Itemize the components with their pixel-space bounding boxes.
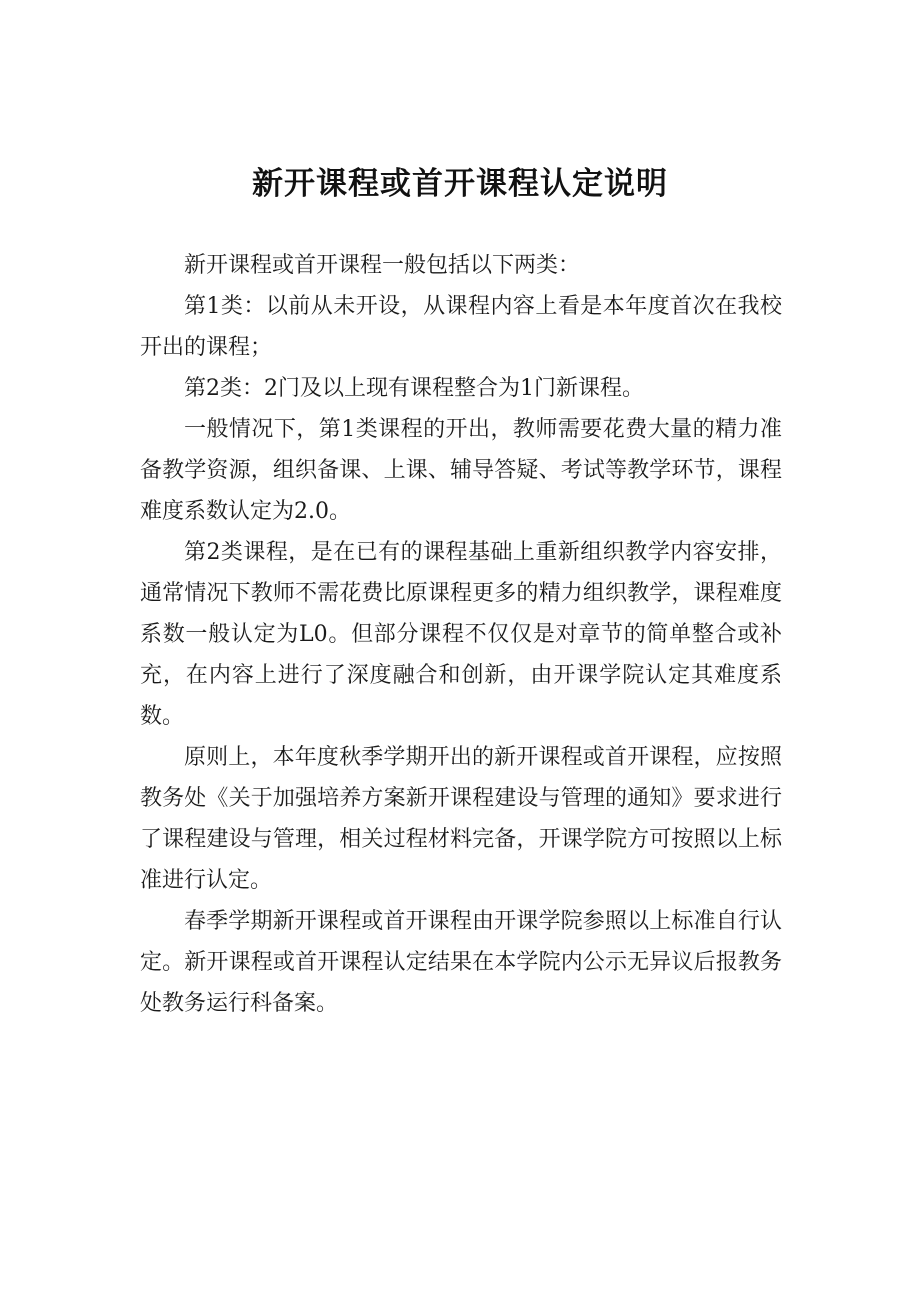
paragraph-spring-rule: 春季学期新开课程或首开课程由开课学院参照以上标准自行认定。新开课程或首开课程认定结果在本学院内公示无异议后报教务处教务运行科备案。 bbox=[140, 909, 782, 1016]
paragraph-category-2-difficulty: 第2类课程，是在已有的课程基础上重新组织教学内容安排，通常情况下教师不需花费比原课程更多的精力组织教学，课程难度系数一般认定为L0。但部分课程不仅仅是对章节的简单整合或补充，在内容上进行了深度融合和创新，由开课学院认定其难度系数。 bbox=[140, 540, 782, 729]
paragraph-category-1-difficulty: 一般情况下，第1类课程的开出，教师需要花费大量的精力准备教学资源，组织备课、上课、辅导答疑、考试等教学环节，课程难度系数认定为2.0。 bbox=[140, 417, 782, 524]
paragraph-category-1: 第1类：以前从未开设，从课程内容上看是本年度首次在我校开出的课程； bbox=[140, 294, 782, 360]
document-body bbox=[140, 245, 782, 1024]
document-title: 新开课程或首开课程认定说明 bbox=[252, 166, 668, 202]
paragraph-category-2: 第2类：2门及以上现有课程整合为1门新课程。 bbox=[184, 376, 644, 401]
paragraph-intro: 新开课程或首开课程一般包括以下两类： bbox=[184, 253, 581, 278]
paragraph-autumn-rule: 原则上，本年度秋季学期开出的新开课程或首开课程，应按照教务处《关于加强培养方案新开课程建设与管理的通知》要求进行了课程建设与管理，相关过程材料完备，开课学院方可按照以上标准进行认定。 bbox=[140, 745, 782, 893]
